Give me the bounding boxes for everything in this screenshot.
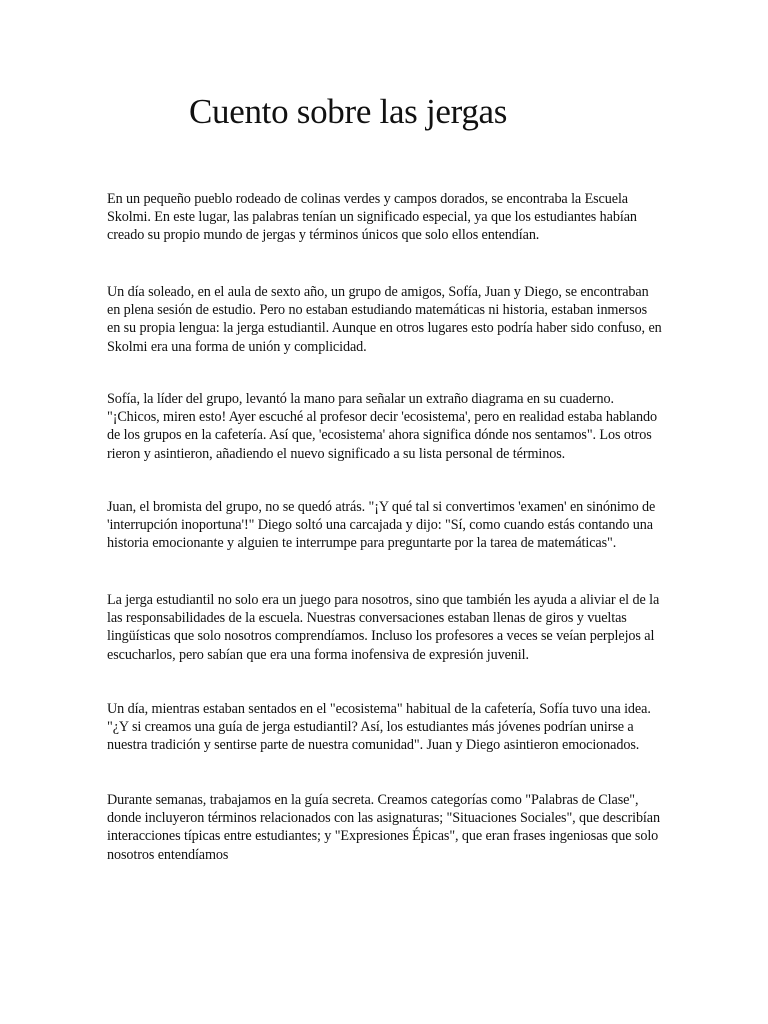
paragraph: Sofía, la líder del grupo, levantó la mano para señalar un extraño diagrama en su cuaderno. "¡Chicos, miren esto! Ayer escuché al profesor decir 'ecosistema', pero en realidad estaba hablando de los grupos en la cafetería. Así que, 'ecosistema' ahora significa dónde nos sentamos". Los otros rieron y asintieron, añadiendo el nuevo significado a su lista personal de términos. [107, 391, 658, 462]
paragraph: Durante semanas, trabajamos en la guía secreta. Creamos categorías como "Palabras de Clase", donde incluyeron términos relacionados con las asignaturas; "Situaciones Sociales", que describían interacciones típicas entre estudiantes; y "Expresiones Épicas", que eran frases ingeniosas que solo nosotros entendíamos [107, 792, 660, 863]
paragraph: Un día soleado, en el aula de sexto año, un grupo de amigos, Sofía, Juan y Diego, se encontraban en plena sesión de estudio. Pero no estaban estudiando matemáticas ni historia, estaban inmersos en su propia lengua: la jerga estudiantil. Aunque en otros lugares esto podría haber sido confuso, en Skolmi era una forma de unión y complicidad. [107, 284, 662, 355]
paragraph: Juan, el bromista del grupo, no se quedó atrás. "¡Y qué tal si convertimos 'examen' en sinónimo de 'interrupción inoportuna'!" Diego soltó una carcajada y dijo: "Sí, como cuando estás contando una historia emocionante y alguien te interrumpe para preguntarte por la tarea de matemáticas". [107, 499, 656, 552]
paragraph: Un día, mientras estaban sentados en el "ecosistema" habitual de la cafetería, Sofía tuvo una idea. "¿Y si creamos una guía de jerga estudiantil? Así, los estudiantes más jóvenes podrían unirse a nuestra tradición y sentirse parte de nuestra comunidad". Juan y Diego asintieron emocionados. [107, 701, 651, 754]
paragraph: En un pequeño pueblo rodeado de colinas verdes y campos dorados, se encontraba la Escuela Skolmi. En este lugar, las palabras tenían un significado especial, ya que los estudiantes habían creado su propio mundo de jergas y términos únicos que solo ellos entendían. [107, 191, 637, 244]
document-title: Cuento sobre las jergas [189, 92, 508, 131]
paragraph: La jerga estudiantil no solo era un juego para nosotros, sino que también les ayuda a aliviar el de la las responsabilidades de la escuela. Nuestras conversaciones estaban llenas de giros y vueltas lingüísticas que solo nosotros comprendíamos. Incluso los profesores a veces se veían perplejos al escucharlos, pero sabían que era una forma inofensiva de expresión juvenil. [107, 592, 660, 663]
